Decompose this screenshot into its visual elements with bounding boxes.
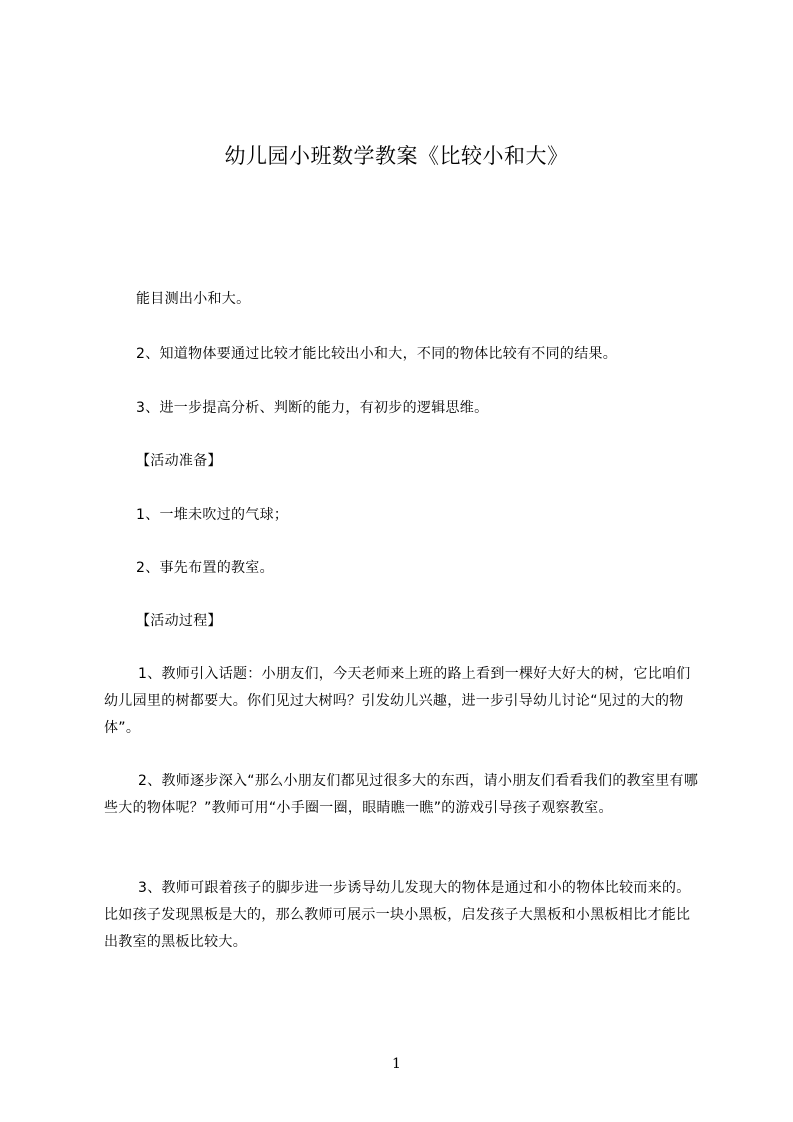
- page-number: 1: [392, 1056, 401, 1072]
- preparation-item-1: 1、一堆未吹过的气球；: [136, 507, 289, 523]
- document-title: 幼儿园小班数学教案《比较小和大》: [224, 144, 569, 168]
- process-paragraph-2: 2、教师逐步深入“那么小朋友们都见过很多大的东西，请小朋友们看看我们的教室里有哪些大的物体呢？”教师可用“小手圈一圈，眼睛瞧一瞧”的游戏引导孩子观察教室。: [104, 773, 699, 816]
- objective-line-1: 能目测出小和大。: [136, 291, 251, 307]
- objective-line-3: 3、进一步提高分析、判断的能力，有初步的逻辑思维。: [136, 400, 489, 416]
- preparation-item-2: 2、事先布置的教室。: [136, 560, 274, 576]
- process-paragraph-1: 1、教师引入话题：小朋友们，今天老师来上班的路上看到一棵好大好大的树，它比咱们幼儿园里的树都要大。你们见过大树吗？引发幼儿兴趣，进一步引导幼儿讨论“见过的大的物体”。: [104, 666, 691, 736]
- section-heading-preparation: 【活动准备】: [136, 453, 222, 469]
- process-paragraph-3: 3、教师可跟着孩子的脚步进一步诱导幼儿发现大的物体是通过和小的物体比较而来的。比如孩子发现黑板是大的，那么教师可展示一块小黑板，启发孩子大黑板和小黑板相比才能比出教室的黑板比较大。: [104, 880, 691, 950]
- section-heading-process: 【活动过程】: [136, 613, 222, 629]
- objective-line-2: 2、知道物体要通过比较才能比较出小和大，不同的物体比较有不同的结果。: [136, 346, 618, 362]
